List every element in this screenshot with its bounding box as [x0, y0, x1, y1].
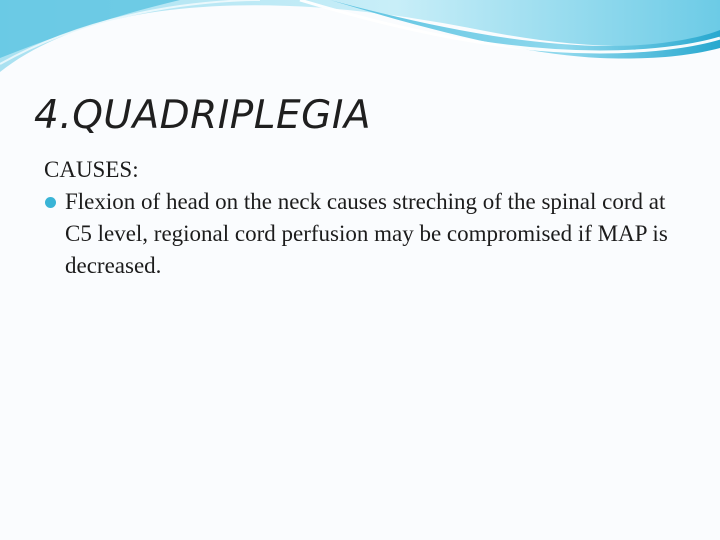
wave-header-decoration: [0, 0, 720, 90]
bullet-item: [44, 186, 684, 282]
bullet-list: [44, 186, 684, 282]
slide-body: [44, 154, 684, 282]
bullet-text: Flexion of head on the neck causes streching of the spinal cord at C5 level, regional cord perfusion may be compromised if MAP is decreased.: [65, 189, 668, 278]
bullet-dot-icon: [45, 197, 56, 208]
section-heading: CAUSES:: [44, 157, 139, 182]
slide-title: 4.QUADRIPLEGIA: [34, 93, 372, 138]
